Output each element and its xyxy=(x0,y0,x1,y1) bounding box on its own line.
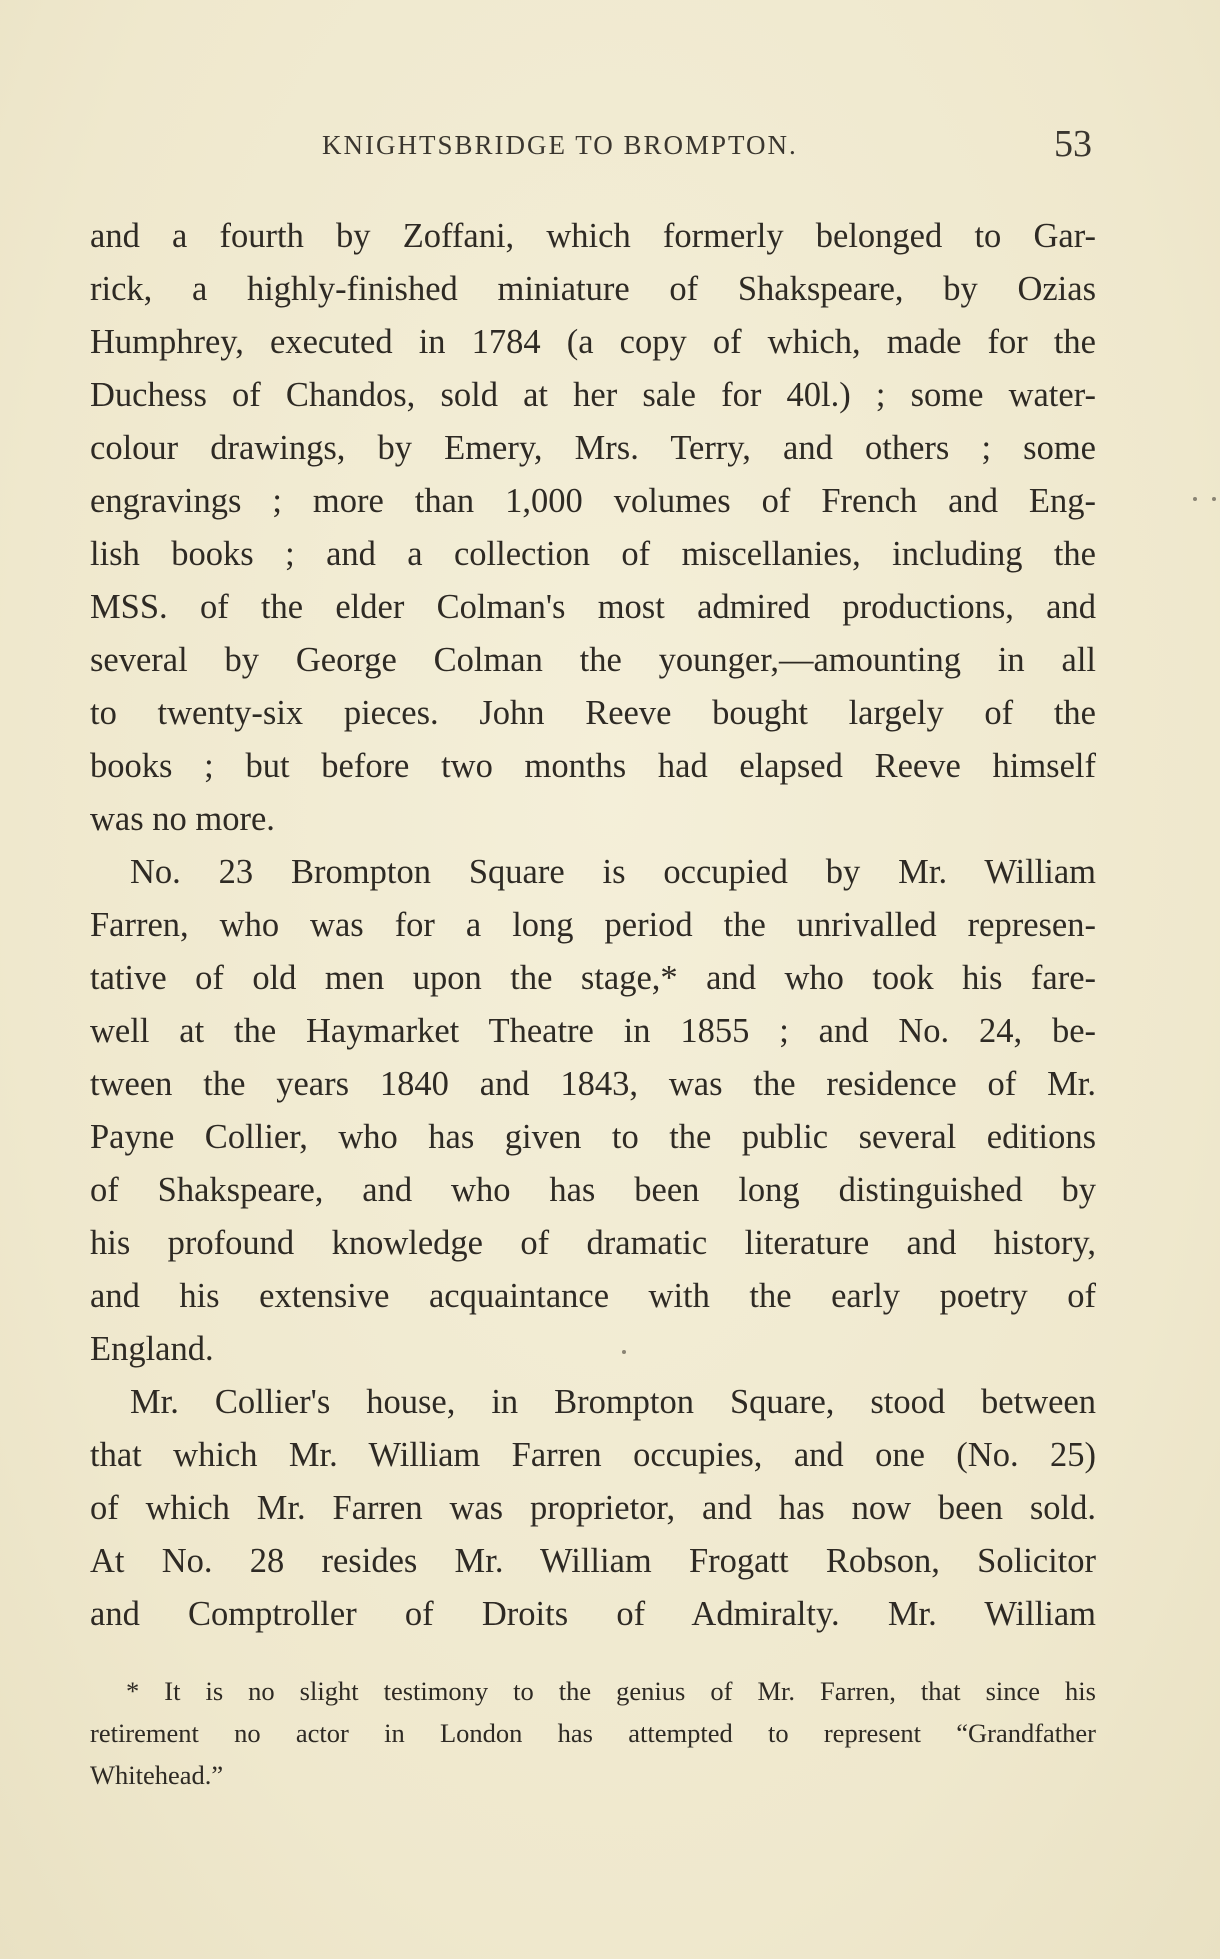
footnote-line: Whitehead.” xyxy=(90,1760,224,1790)
text-line: and a fourth by Zoffani, which formerly belonged to Gar- xyxy=(90,217,1096,255)
text-line: to twenty-six pieces. John Reeve bought largely of the xyxy=(90,694,1096,732)
text-line: Humphrey, executed in 1784 (a copy of which, made for the xyxy=(90,323,1096,361)
text-line: books ; but before two months had elapsed Reeve himself xyxy=(90,747,1096,785)
text-line: colour drawings, by Emery, Mrs. Terry, and others ; some xyxy=(90,429,1096,467)
running-title: KNIGHTSBRIDGE TO BROMPTON. xyxy=(322,130,798,160)
text-line: and Comptroller of Droits of Admiralty. Mr. William xyxy=(90,1595,1096,1633)
text-line: his profound knowledge of dramatic literature and history, xyxy=(90,1224,1096,1262)
body-text xyxy=(90,210,1096,1641)
text-line: several by George Colman the younger,—amounting in all xyxy=(90,641,1096,679)
text-line: was no more. xyxy=(90,800,275,838)
text-line: Mr. Collier's house, in Brompton Square, stood between xyxy=(130,1383,1096,1421)
page-number: 53 xyxy=(1054,123,1092,165)
paper-speck xyxy=(1212,497,1216,501)
text-line: that which Mr. William Farren occupies, and one (No. 25) xyxy=(90,1436,1096,1474)
text-line: well at the Haymarket Theatre in 1855 ; and No. 24, be- xyxy=(90,1012,1096,1050)
footnote xyxy=(90,1670,1096,1796)
paper-speck xyxy=(622,1350,626,1354)
text-line: No. 23 Brompton Square is occupied by Mr. William xyxy=(130,853,1096,891)
text-line: tween the years 1840 and 1843, was the residence of Mr. xyxy=(90,1065,1096,1103)
text-line: MSS. of the elder Colman's most admired productions, and xyxy=(90,588,1096,626)
text-line: engravings ; more than 1,000 volumes of French and Eng- xyxy=(90,482,1096,520)
text-line: tative of old men upon the stage,* and who took his fare- xyxy=(90,959,1096,997)
footnote-line: retirement no actor in London has attempted to represent “Grandfather xyxy=(90,1718,1096,1748)
text-line: England. xyxy=(90,1330,214,1368)
text-line: and his extensive acquaintance with the early poetry of xyxy=(90,1277,1096,1315)
paper-speck xyxy=(1193,497,1197,501)
text-line: Farren, who was for a long period the unrivalled represen- xyxy=(90,906,1096,944)
text-line: Payne Collier, who has given to the public several editions xyxy=(90,1118,1096,1156)
text-line: Duchess of Chandos, sold at her sale for 40l.) ; some water- xyxy=(90,376,1096,414)
text-line: lish books ; and a collection of miscellanies, including the xyxy=(90,535,1096,573)
text-line: of which Mr. Farren was proprietor, and has now been sold. xyxy=(90,1489,1096,1527)
text-line: of Shakspeare, and who has been long distinguished by xyxy=(90,1171,1096,1209)
footnote-line: * It is no slight testimony to the genius of Mr. Farren, that since his xyxy=(126,1676,1096,1706)
text-line: At No. 28 resides Mr. William Frogatt Robson, Solicitor xyxy=(90,1542,1096,1580)
text-line: rick, a highly-finished miniature of Shakspeare, by Ozias xyxy=(90,270,1096,308)
